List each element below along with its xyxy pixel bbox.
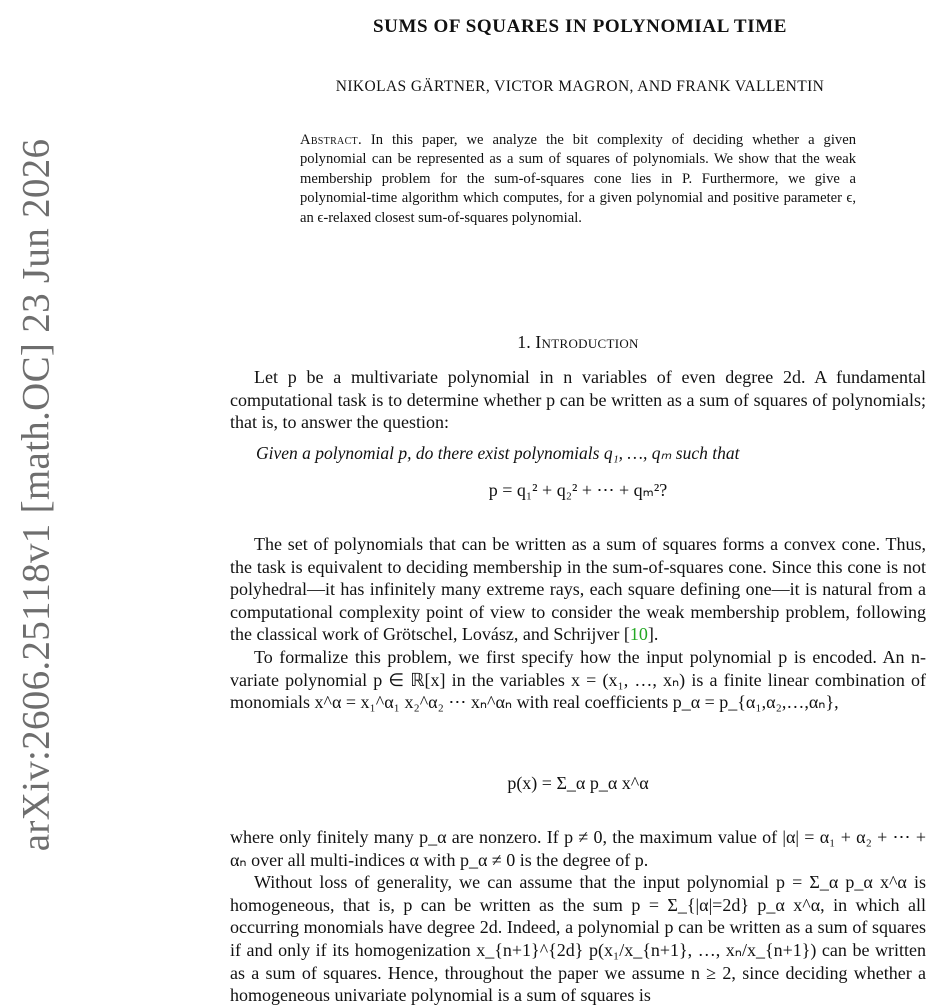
paragraph-3: To formalize this problem, we first specify how the input polynomial p is encoded. An n-variate polynomial p ∈ ℝ[x] in the variables x = (x₁, …, xₙ) is a finite linear combination of monomials x^α = x₁^α₁ x₂^α₂ ⋯ xₙ^αₙ with real coefficients p_α = p_{α₁,α₂,…,αₙ}, <box>230 646 926 713</box>
arxiv-identifier: arXiv:2606.25118v1 [math.OC] 23 Jun 2026 <box>14 138 58 852</box>
equation-sum-of-squares: p = q₁² + q₂² + ⋯ + qₘ²? <box>488 480 668 500</box>
paragraph-intro <box>230 366 926 434</box>
paragraph-2 <box>230 533 926 646</box>
paragraph-1: Let p be a multivariate polynomial in n variables of even degree 2d. A fundamental computational task is to determine whether p can be written as a sum of squares of polynomials; that is, to answer the question: <box>230 367 926 433</box>
body-text-block-2 <box>230 826 926 1007</box>
paragraph-4: where only finitely many p_α are nonzero. If p ≠ 0, the maximum value of |α| = α₁ + α₂ + ⋯ + αₙ over all multi-indices α with p_α ≠ 0 is the degree of p. <box>230 827 926 870</box>
body-text-block <box>230 533 926 714</box>
section-heading <box>230 332 926 353</box>
section-number: 1. <box>517 332 531 352</box>
arxiv-sidebar <box>0 0 70 1000</box>
equation-polynomial-expansion: p(x) = Σ_α p_α x^α <box>507 773 649 793</box>
paragraph-5: Without loss of generality, we can assume that the input polynomial p = Σ_α p_α x^α is homogeneous, that is, p can be written as the sum p = Σ_{|α|=2d} p_α x^α, in which all occurring monomials have degree 2d. Indeed, a polynomial p can be written as a sum of squares if and only if its homogenization x_{n+1}^{2d} p(x₁/x_{n+1}, …, xₙ/x_{n+1}) can be written as a sum of squares. Hence, throughout the paper we assume n ≥ 2, since deciding whether a homogeneous univariate polynomial is a sum of squares is <box>230 872 926 1006</box>
abstract-text: In this paper, we analyze the bit complexity of deciding whether a given polynomial can be represented as a sum of squares of polynomials. We show that the weak membership problem for the sum-of-squares cone lies in P. Furthermore, we give a polynomial-time algorithm which computes, for a given polynomial and positive parameter ϵ, an ϵ-relaxed closest sum-of-squares polynomial. <box>300 132 856 226</box>
paragraph-2-text: The set of polynomials that can be written as a sum of squares forms a convex cone. Thus, the task is equivalent to deciding membership in the sum-of-squares cone. Since this cone is not polyhedral—it has infinitely many extreme rays, each square defining one—it is natural from a computational complexity point of view to consider the weak membership problem, following the classical work of Grötschel, Lovász, and Schrijver [ <box>230 534 926 645</box>
question-text: Given a polynomial p, do there exist polynomials q₁, …, qₘ such that <box>256 443 740 463</box>
citation-link[interactable]: 10 <box>629 624 648 645</box>
section-title: Introduction <box>535 332 639 352</box>
paper-authors: NIKOLAS GÄRTNER, VICTOR MAGRON, AND FRANK VALLENTIN <box>335 78 825 95</box>
paper-title: SUMS OF SQUARES IN POLYNOMIAL TIME <box>372 16 788 37</box>
paragraph-2-end: ]. <box>647 624 659 645</box>
abstract <box>300 131 856 228</box>
abstract-label: Abstract. <box>300 132 362 148</box>
